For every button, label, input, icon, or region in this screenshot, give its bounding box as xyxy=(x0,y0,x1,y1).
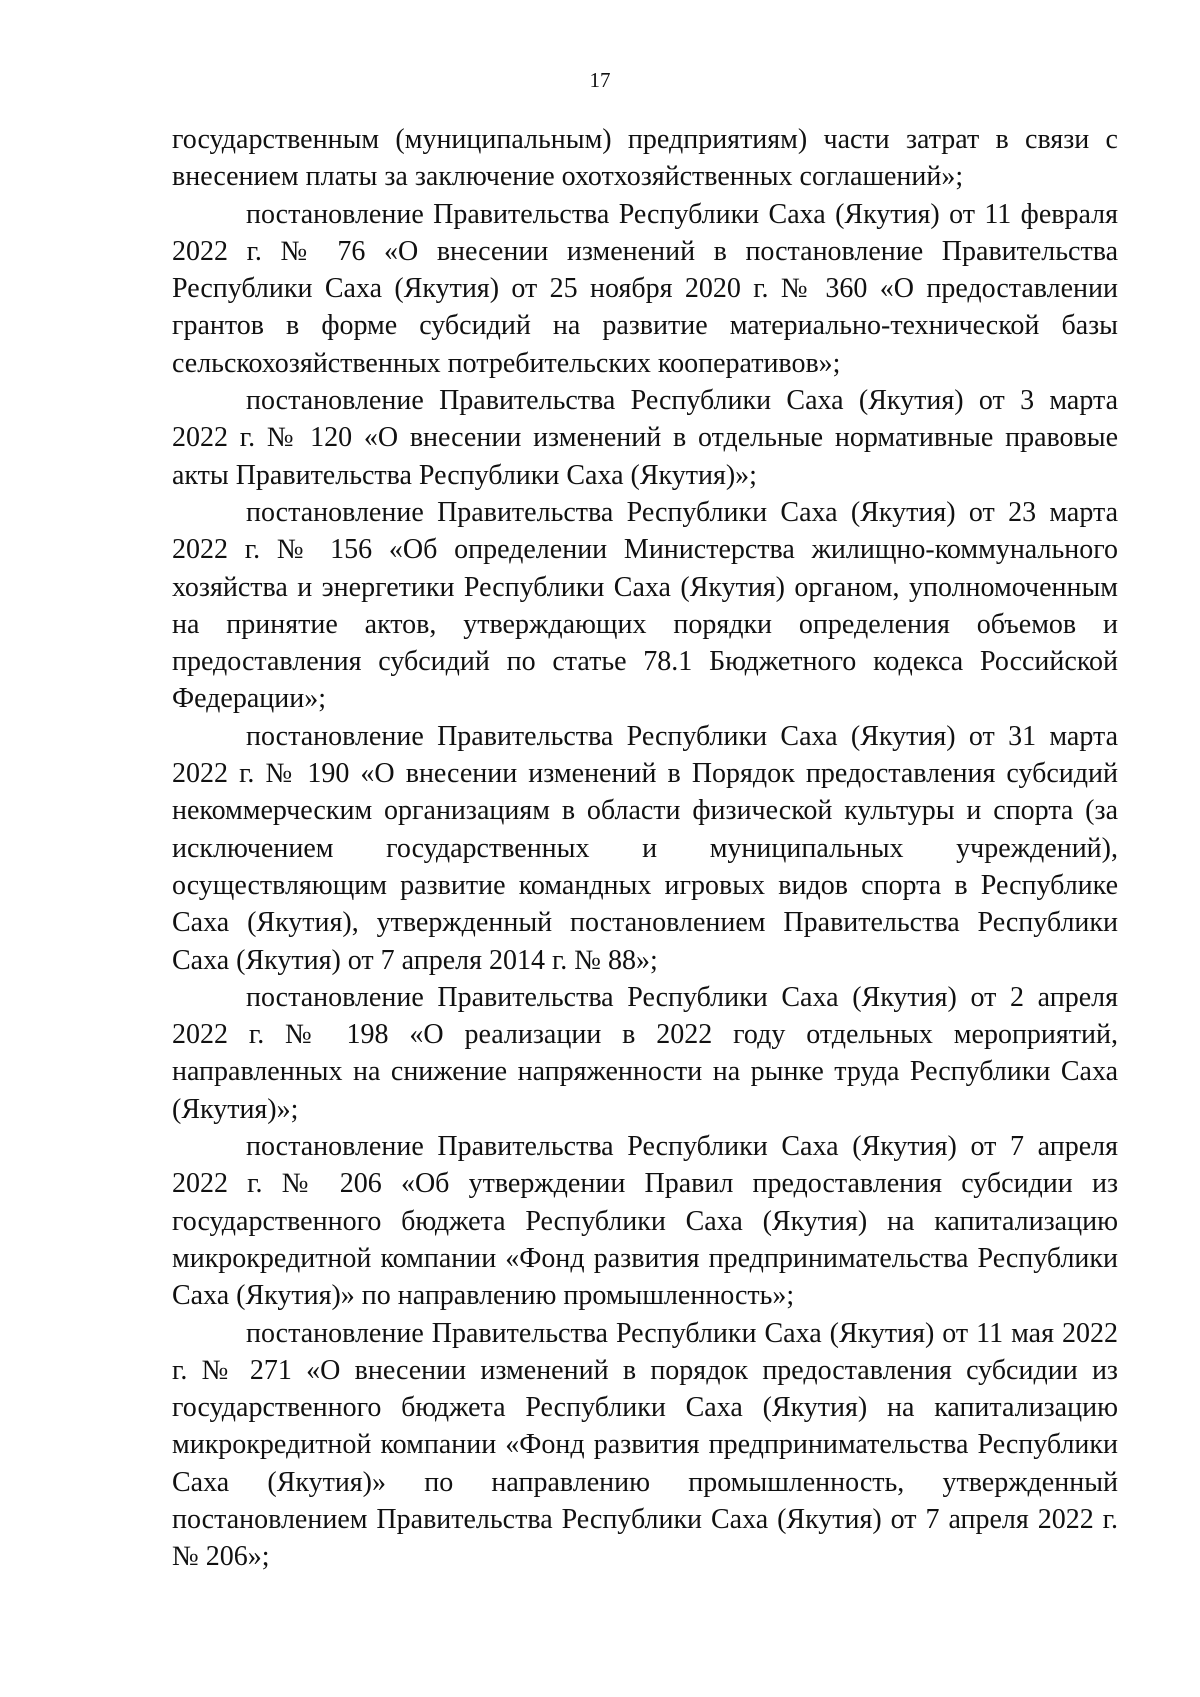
paragraph-resolution-156: постановление Правительства Республики Саха (Якутия) от 23 марта 2022 г. № 156 «Об определении Министерства жилищно-коммунального хозяйства и энергетики Республики Саха (Якутия) органом, уполномоченным на принятие актов, утверждающих порядки определения объемов и предоставления субсидий по статье 78.1 Бюджетного кодекса Российской Федерации»; xyxy=(172,496,1118,715)
paragraph-resolution-198: постановление Правительства Республики Саха (Якутия) от 2 апреля 2022 г. № 198 «О реализации в 2022 году отдельных мероприятий, направленных на снижение напряженности на рынке труда Республики Саха (Якутия)»; xyxy=(172,981,1118,1125)
paragraph-resolution-206: постановление Правительства Республики Саха (Якутия) от 7 апреля 2022 г. № 206 «Об утверждении Правил предоставления субсидии из государственного бюджета Республики Саха (Якутия) на капитализацию микрокредитной компании «Фонд развития предпринимательства Республики Саха (Якутия)» по направлению промышленность»; xyxy=(172,1131,1118,1312)
document-body xyxy=(172,121,1118,1576)
paragraph-resolution-190: постановление Правительства Республики Саха (Якутия) от 31 марта 2022 г. № 190 «О внесении изменений в Порядок предоставления субсидий некоммерческим организациям в области физической культуры и спорта (за исключением государственных и муниципальных учреждений), осуществляющим развитие командных игровых видов спорта в Республике Саха (Якутия), утвержденный постановлением Правительства Республики Саха (Якутия) от 7 апреля 2014 г. № 88»; xyxy=(172,720,1118,976)
paragraph-resolution-76: постановление Правительства Республики Саха (Якутия) от 11 февраля 2022 г. № 76 «О внесении изменений в постановление Правительства Республики Саха (Якутия) от 25 ноября 2020 г. № 360 «О предоставлении грантов в форме субсидий на развитие материально-технической базы сельскохозяйственных потребительских кооперативов»; xyxy=(172,198,1118,379)
paragraph-resolution-120: постановление Правительства Республики Саха (Якутия) от 3 марта 2022 г. № 120 «О внесении изменений в отдельные нормативные правовые акты Правительства Республики Саха (Якутия)»; xyxy=(172,385,1118,491)
paragraph-continuation: государственным (муниципальным) предприятиям) части затрат в связи с внесением платы за заключение охотхозяйственных соглашений»; xyxy=(172,124,1118,193)
paragraph-resolution-271: постановление Правительства Республики Саха (Якутия) от 11 мая 2022 г. № 271 «О внесении изменений в порядок предоставления субсидии из государственного бюджета Республики Саха (Якутия) на капитализацию микрокредитной компании «Фонд развития предпринимательства Республики Саха (Якутия)» по направлению промышленность, утвержденный постановлением Правительства Республики Саха (Якутия) от 7 апреля 2022 г. № 206»; xyxy=(172,1317,1118,1573)
page-number: 17 xyxy=(589,68,611,92)
